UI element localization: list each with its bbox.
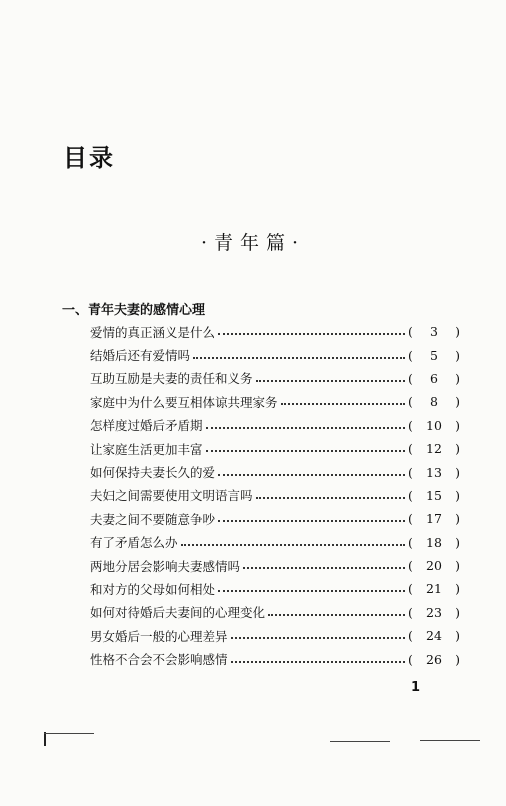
page-title: 目录 (63, 144, 115, 172)
page-ref: 10 (426, 417, 442, 433)
toc-entry (90, 647, 460, 670)
page-ref: 13 (426, 464, 442, 480)
page-ref: 26 (426, 651, 442, 667)
dot-leader (231, 660, 405, 663)
page-ref: 8 (430, 394, 438, 410)
toc-entry-page: ( 5 ) (408, 347, 460, 363)
page-ref: 17 (426, 511, 442, 527)
page-number: 1 (411, 680, 421, 695)
toc-entry-title: 两地分居会影响夫妻感情吗 (90, 558, 241, 574)
toc-entry-title: 夫妇之间需要使用文明语言吗 (90, 488, 253, 504)
toc-entry (90, 320, 460, 343)
toc-entry (90, 390, 460, 413)
dot-leader (256, 379, 405, 382)
toc-entry (90, 343, 460, 366)
dot-leader (268, 613, 405, 616)
scan-mark (44, 732, 46, 746)
toc-entry (90, 577, 460, 600)
page-ref: 12 (426, 441, 442, 457)
toc-entry (90, 507, 460, 530)
toc-entry-title: 爱情的真正涵义是什么 (90, 324, 216, 340)
part-heading: 一、青年夫妻的感情心理 (62, 303, 206, 318)
dot-leader (281, 402, 405, 405)
toc-entry-page: ( 23 ) (408, 604, 460, 620)
section-title: ·青年篇· (200, 232, 306, 254)
dot-leader (193, 356, 405, 359)
toc-entry-page: ( 26 ) (408, 651, 460, 667)
toc-entry (90, 531, 460, 554)
toc-entry-page: ( 3 ) (408, 324, 460, 340)
toc-entry-title: 男女婚后一般的心理差异 (90, 628, 228, 644)
page-ref: 21 (426, 581, 442, 597)
toc-entry (90, 554, 460, 577)
toc-entry-title: 有了矛盾怎么办 (90, 535, 178, 551)
toc-entry-title: 怎样度过婚后矛盾期 (90, 418, 203, 434)
dot-leader (181, 543, 405, 546)
toc-entry-page: ( 15 ) (408, 487, 460, 503)
toc-entry-title: 夫妻之间不要随意争吵 (90, 511, 216, 527)
page-ref: 3 (430, 324, 438, 340)
dot-leader (218, 519, 405, 522)
toc-entry (90, 367, 460, 390)
page-ref: 18 (426, 534, 442, 550)
dot-leader (218, 473, 405, 476)
toc-entry (90, 484, 460, 507)
toc-entry-page: ( 12 ) (408, 441, 460, 457)
scan-rule (44, 733, 94, 734)
toc-entry-page: ( 20 ) (408, 558, 460, 574)
toc-entry (90, 624, 460, 647)
toc-entry-title: 如何保持夫妻长久的爱 (90, 465, 216, 481)
page-ref: 6 (430, 370, 438, 386)
dot-leader (206, 449, 405, 452)
toc-entry-page: ( 17 ) (408, 511, 460, 527)
toc-entry-title: 如何对待婚后夫妻间的心理变化 (90, 605, 266, 621)
toc-entry-page: ( 18 ) (408, 534, 460, 550)
toc-entry-page: ( 24 ) (408, 628, 460, 644)
toc-entry-page: ( 13 ) (408, 464, 460, 480)
toc-entry (90, 601, 460, 624)
toc-entry-page: ( 10 ) (408, 417, 460, 433)
toc-entry (90, 460, 460, 483)
scan-rule (330, 741, 390, 742)
dot-leader (243, 566, 405, 569)
page-ref: 23 (426, 604, 442, 620)
toc-entry-title: 互助互励是夫妻的责任和义务 (90, 371, 253, 387)
dot-leader (231, 636, 405, 639)
scan-rule (420, 740, 480, 741)
toc-entry-title: 家庭中为什么要互相体谅共理家务 (90, 394, 278, 410)
dot-leader (218, 589, 405, 592)
page-ref: 24 (426, 628, 442, 644)
toc-entry-title: 和对方的父母如何相处 (90, 581, 216, 597)
page-ref: 20 (426, 558, 442, 574)
toc-entry (90, 414, 460, 437)
page-ref: 5 (430, 347, 438, 363)
toc-entry-title: 让家庭生活更加丰富 (90, 441, 203, 457)
toc-entry-title: 性格不合会不会影响感情 (90, 652, 228, 668)
dot-leader (256, 496, 405, 499)
toc-entry-page: ( 8 ) (408, 394, 460, 410)
dot-leader (206, 426, 405, 429)
toc-entry-page: ( 21 ) (408, 581, 460, 597)
dot-leader (218, 332, 405, 335)
toc-entry-page: ( 6 ) (408, 370, 460, 386)
table-of-contents (90, 320, 460, 671)
toc-entry-title: 结婚后还有爱情吗 (90, 348, 191, 364)
toc-entry (90, 437, 460, 460)
page-ref: 15 (426, 487, 442, 503)
